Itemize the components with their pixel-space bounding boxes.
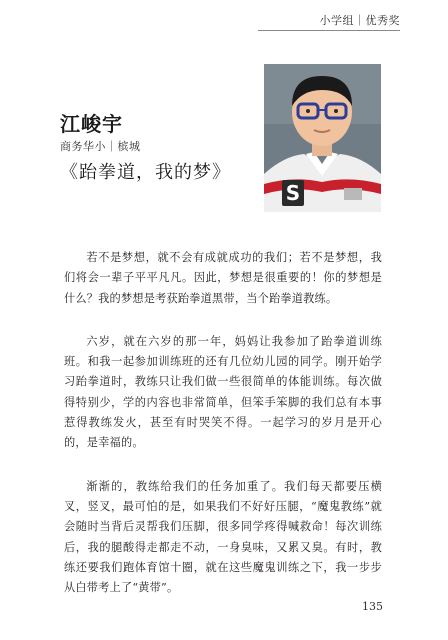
essay-body [64,248,382,621]
paragraph: 六岁，就在六岁的那一年，妈妈让我参加了跆拳道训练班。和我一起参加训练班的还有几位幼儿园的同学。刚开始学习跆拳道时，教练只让我们做一些很简单的体能训练。每次做得特别少，学的内容也非常简单，但笨手笨脚的我们总有本事惹得教练发火，甚至有时哭笑不得。一起学习的岁月是开心的，是幸福的。 [64,334,382,450]
svg-text:S: S [285,181,301,205]
author-school: 商务华小｜槟城 [60,140,141,153]
author-name: 江峻宇 [60,112,123,136]
paragraph: 若不是梦想，就不会有成就成功的我们；若不是梦想，我们将会一辈子平平凡凡。因此，梦想是很重要的！你的梦想是什么？我的梦想是考获跆拳道黑带，当个跆拳道教练。 [64,251,382,305]
paragraph: 渐渐的，教练给我们的任务加重了。我们每天都要压横叉，竖叉，最可怕的是，如果我们不好好压腿，“魔鬼教练”就会随时当背后灵帮我们压脚，很多同学疼得喊救命！每次训练后，我的腿酸得走都走不动，一身臭味，又累又臭。有时，教练还要我们跑体育馆十圈，就在这些魔鬼训练之下，我一步步从白带考上了“黄带”。 [64,479,382,595]
page-number: 135 [362,600,383,613]
author-photo [264,64,381,212]
header-rule [258,30,400,31]
essay-title: 《跆拳道，我的梦》 [60,162,231,183]
section-label: 小学组｜优秀奖 [319,14,400,27]
